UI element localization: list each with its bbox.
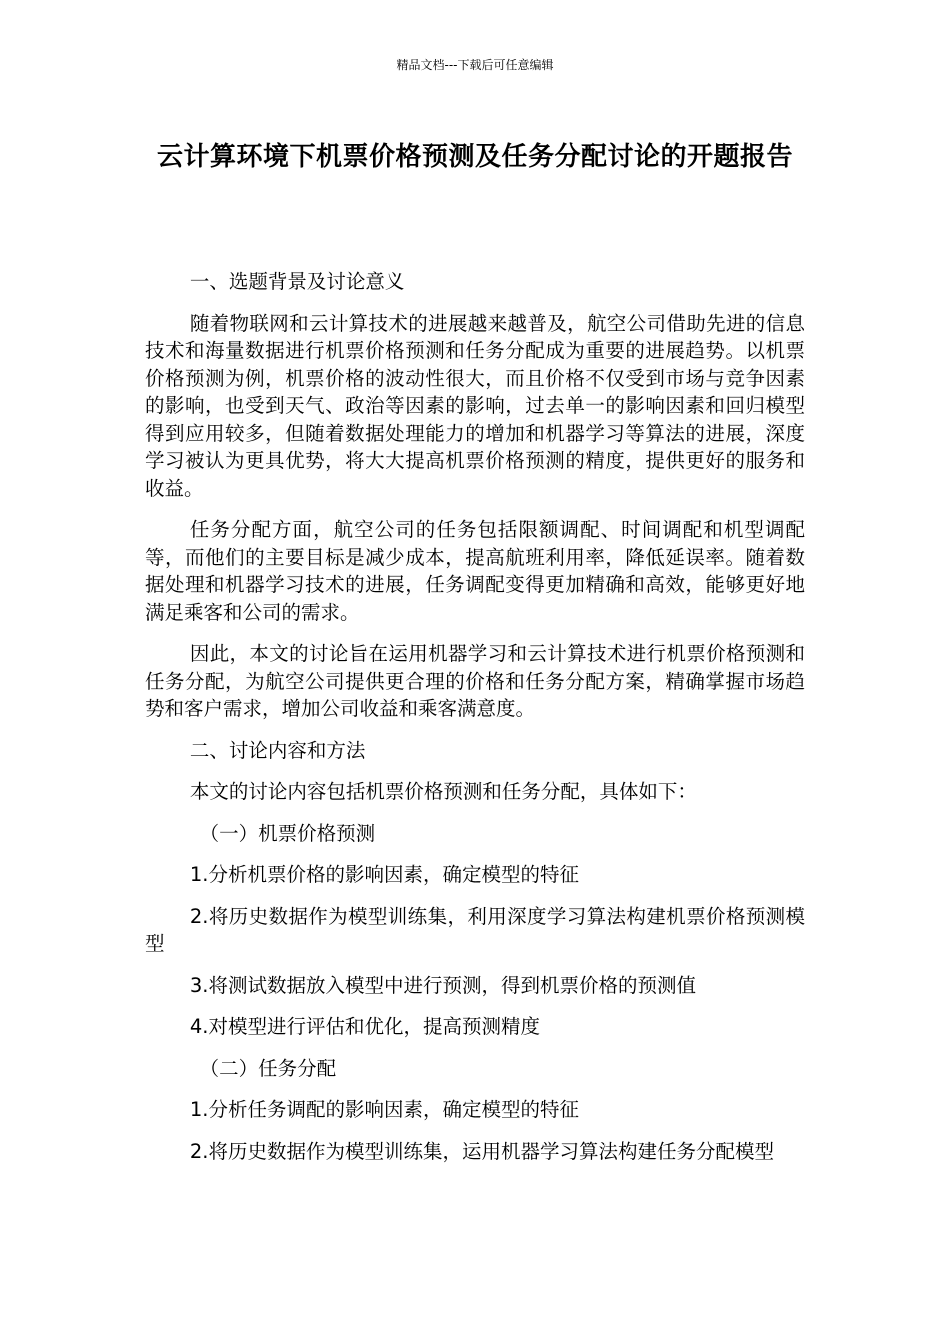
page-header: 精品文档---下载后可任意编辑 <box>396 58 554 72</box>
paragraph-content-intro: 本文的讨论内容包括机票价格预测和任务分配，具体如下： <box>189 780 697 803</box>
section-heading-content-methods: 二、讨论内容和方法 <box>189 738 366 762</box>
document-body <box>145 268 805 1179</box>
list-item: 3.将测试数据放入模型中进行预测，得到机票价格的预测值 <box>189 973 696 997</box>
list-item: 1.分析任务调配的影响因素，确定模型的特征 <box>189 1098 579 1121</box>
list-item: 2.将历史数据作为模型训练集，利用深度学习算法构建机票价格预测模型 <box>145 904 805 955</box>
subsection-heading-task-allocation: （二）任务分配 <box>199 1056 337 1080</box>
list-item: 2.将历史数据作为模型训练集，运用机器学习算法构建任务分配模型 <box>189 1139 774 1163</box>
list-item: 4.对模型进行评估和优化，提高预测精度 <box>189 1015 540 1038</box>
document-title: 云计算环境下机票价格预测及任务分配讨论的开题报告 <box>156 142 793 172</box>
list-item: 1.分析机票价格的影响因素，确定模型的特征 <box>189 863 579 886</box>
paragraph-purpose: 因此，本文的讨论旨在运用机器学习和云计算技术进行机票价格预测和任务分配，为航空公司提供更合理的价格和任务分配方案，精确掌握市场趋势和客户需求，增加公司收益和乘客满意度。 <box>145 642 805 720</box>
section-heading-background: 一、选题背景及讨论意义 <box>189 270 405 293</box>
paragraph-background: 随着物联网和云计算技术的进展越来越普及，航空公司借助先进的信息技术和海量数据进行机票价格预测和任务分配成为重要的进展趋势。以机票价格预测为例，机票价格的波动性很大，而且价格不仅受到市场与竞争因素的影响，也受到天气、政治等因素的影响，过去单一的影响因素和回归模型得到应用较多，但随着数据处理能力的增加和机器学习等算法的进展，深度学习被认为更具优势，将大大提高机票价格预测的精度，提供更好的服务和收益。 <box>145 311 805 500</box>
subsection-heading-price-prediction: （一）机票价格预测 <box>199 821 376 845</box>
paragraph-task-allocation: 任务分配方面，航空公司的任务包括限额调配、时间调配和机型调配等，而他们的主要目标是减少成本，提高航班利用率，降低延误率。随着数据处理和机器学习技术的进展，任务调配变得更加精确和高效，能够更好地满足乘客和公司的需求。 <box>145 518 805 624</box>
